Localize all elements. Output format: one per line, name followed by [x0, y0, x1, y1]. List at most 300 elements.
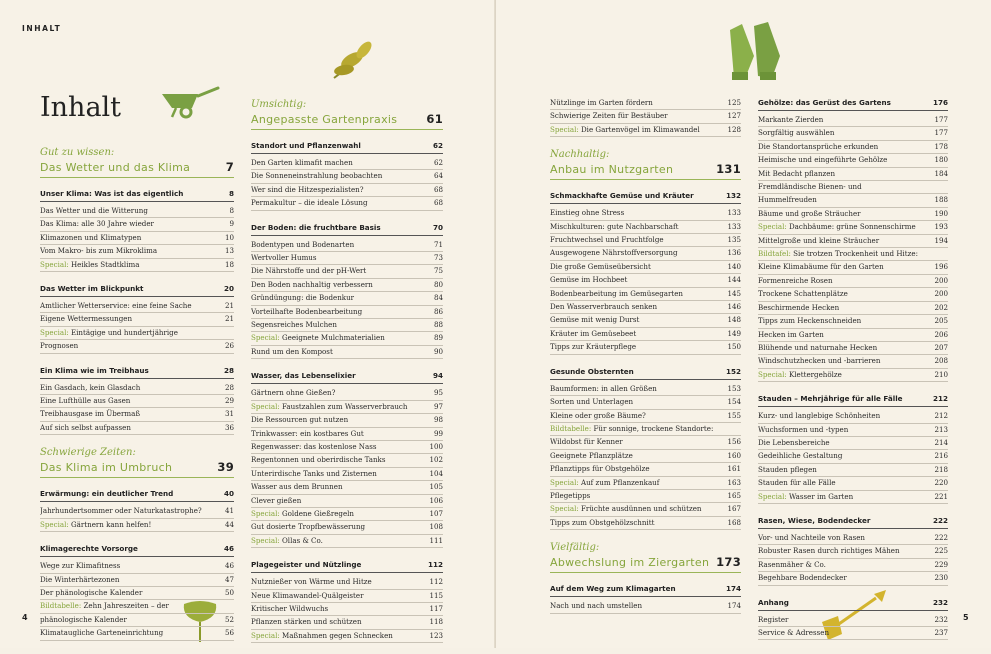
toc-entry[interactable]	[40, 327, 234, 340]
section-heading[interactable]	[251, 222, 443, 236]
toc-entry[interactable]	[251, 292, 443, 305]
entry-text: Wildobst für Kenner	[550, 437, 623, 447]
toc-entry[interactable]	[251, 576, 443, 589]
toc-entry[interactable]	[251, 332, 443, 345]
toc-entry[interactable]	[550, 314, 741, 327]
section-heading[interactable]	[40, 283, 234, 297]
toc-section	[758, 515, 948, 586]
toc-entry[interactable]	[40, 232, 234, 245]
toc-entry[interactable]	[758, 627, 948, 640]
entry-text: Gemüse im Hochbeet	[550, 275, 628, 285]
entry-text: Sie trotzen Trockenheit und Hitze:	[790, 249, 918, 259]
toc-entry[interactable]	[550, 477, 741, 490]
entry-text: Register	[758, 614, 789, 624]
toc-entry[interactable]	[758, 355, 948, 368]
entry-title	[251, 332, 434, 344]
entry-title	[251, 157, 434, 169]
toc-entry[interactable]	[251, 468, 443, 481]
entry-text: Trockene Schattenplätze	[758, 289, 848, 299]
entry-text: Treibhausgase im Übermaß	[40, 409, 141, 419]
entry-text: Wege zur Klimafitness	[40, 561, 121, 571]
entry-title	[251, 184, 434, 196]
entry-text: Prognosen	[40, 341, 79, 351]
toc-entry[interactable]	[550, 436, 741, 449]
entry-text: Clever gießen	[251, 495, 302, 505]
entry-title	[550, 328, 727, 340]
entry-text: Gedeihliche Gestaltung	[758, 451, 843, 461]
entry-title	[40, 300, 225, 312]
entry-title	[40, 327, 234, 339]
toc-entry[interactable]	[758, 477, 948, 490]
toc-entry[interactable]	[758, 329, 948, 342]
entry-page-number: 178	[934, 141, 948, 151]
toc-entry[interactable]	[40, 505, 234, 518]
entry-page-number: 8	[229, 206, 234, 215]
entry-page-number: 62	[433, 158, 443, 167]
toc-entry[interactable]	[40, 560, 234, 573]
toc-entry[interactable]	[40, 313, 234, 326]
entry-text: Kleine Klimabäume für den Garten	[758, 262, 884, 272]
section-heading[interactable]	[550, 583, 741, 597]
toc-entry[interactable]	[40, 340, 234, 353]
toc-entry[interactable]	[40, 574, 234, 587]
section-heading[interactable]	[40, 488, 234, 502]
toc-entry[interactable]	[251, 495, 443, 508]
toc-entry[interactable]	[550, 261, 741, 274]
entry-prefix: Special:	[40, 519, 69, 529]
toc-entry[interactable]	[758, 545, 948, 558]
toc-entry[interactable]	[40, 300, 234, 313]
right-page	[496, 0, 991, 648]
toc-entry[interactable]	[550, 328, 741, 341]
part-title[interactable]	[40, 160, 234, 178]
entry-title	[40, 245, 225, 257]
toc-entry[interactable]	[40, 382, 234, 395]
entry-text: Windschutzhecken und -barrieren	[758, 356, 881, 366]
entry-page-number: 107	[429, 508, 443, 518]
part-label: Umsichtig:	[251, 99, 307, 110]
entry-title	[550, 436, 727, 448]
entry-page-number: 46	[224, 561, 234, 571]
toc-section	[251, 222, 443, 360]
toc-entry[interactable]	[550, 517, 741, 530]
toc-entry[interactable]	[251, 306, 443, 319]
toc-entry[interactable]	[251, 319, 443, 332]
entry-page-number: 177	[934, 128, 948, 138]
toc-entry[interactable]	[251, 428, 443, 441]
toc-entry[interactable]	[758, 288, 948, 301]
entry-text: Baumformen: in allen Größen	[550, 383, 657, 393]
entry-title	[758, 181, 948, 193]
toc-entry[interactable]	[251, 414, 443, 427]
section-heading[interactable]	[251, 370, 443, 384]
toc-entry[interactable]	[550, 288, 741, 301]
toc-entry[interactable]	[40, 259, 234, 272]
entry-page-number: 150	[727, 342, 741, 352]
toc-entry[interactable]	[251, 616, 443, 629]
toc-entry[interactable]	[251, 170, 443, 183]
entry-text: Klimataugliche Garteneinrichtung	[40, 628, 164, 638]
entry-title	[550, 517, 727, 529]
entry-title	[550, 124, 727, 136]
toc-entry[interactable]	[758, 168, 948, 181]
toc-entry[interactable]	[758, 572, 948, 585]
toc-entry[interactable]	[758, 114, 948, 127]
entry-title	[758, 477, 934, 489]
entry-page-number: 218	[934, 464, 948, 474]
toc-entry[interactable]	[550, 503, 741, 516]
toc-entry[interactable]	[251, 184, 443, 197]
toc-entry[interactable]	[251, 454, 443, 467]
toc-entry[interactable]	[251, 481, 443, 494]
toc-entry[interactable]	[40, 587, 234, 600]
entry-text: Rund um den Kompost	[251, 346, 333, 356]
toc-entry[interactable]	[550, 490, 741, 503]
toc-entry[interactable]	[550, 410, 741, 423]
toc-entry[interactable]	[251, 521, 443, 534]
toc-entry[interactable]	[251, 603, 443, 616]
toc-entry[interactable]	[550, 423, 741, 436]
toc-entry[interactable]	[40, 408, 234, 421]
section-heading[interactable]	[758, 393, 948, 407]
toc-entry[interactable]	[40, 614, 234, 627]
entry-title	[550, 288, 727, 300]
part-label: Nachhaltig:	[550, 149, 610, 161]
toc-section	[40, 365, 234, 436]
entry-text: Der phänologische Kalender	[40, 587, 143, 597]
entry-title	[40, 422, 225, 434]
toc-section	[550, 97, 741, 137]
toc-entry[interactable]	[550, 450, 741, 463]
entry-text: Segensreiches Mulchen	[251, 320, 337, 330]
toc-section	[758, 97, 948, 382]
entry-text: Bodentypen und Bodenarten	[251, 239, 355, 249]
toc-entry[interactable]	[758, 181, 948, 194]
toc-entry[interactable]	[550, 341, 741, 354]
entry-title	[758, 410, 934, 422]
toc-entry[interactable]	[758, 315, 948, 328]
section-title: Gesunde Obsternten	[550, 366, 634, 376]
entry-page-number: 75	[433, 266, 443, 276]
entry-text: Klettergehölze	[786, 369, 842, 379]
entry-text: Auf sich selbst aufpassen	[40, 422, 131, 432]
toc-entry[interactable]	[758, 302, 948, 315]
toc-entry[interactable]	[251, 157, 443, 170]
toc-entry[interactable]	[251, 535, 443, 548]
entry-title	[758, 627, 934, 639]
entry-page-number: 193	[934, 222, 948, 232]
entry-page-number: 44	[224, 519, 234, 529]
entry-text: Wertvoller Humus	[251, 253, 317, 263]
entry-text: Kleine oder große Bäume?	[550, 410, 646, 420]
toc-entry[interactable]	[550, 97, 741, 110]
toc-entry[interactable]	[251, 401, 443, 414]
entry-page-number: 146	[727, 302, 741, 312]
toc-entry[interactable]	[550, 600, 741, 613]
toc-entry[interactable]	[550, 221, 741, 234]
section-title: Stauden – Mehrjährige für alle Fälle	[758, 394, 903, 404]
toc-entry[interactable]	[40, 395, 234, 408]
entry-text: Früchte ausdünnen und schützen	[578, 504, 702, 514]
entry-page-number: 155	[727, 410, 741, 420]
entry-title	[40, 614, 225, 626]
entry-title	[251, 468, 429, 480]
toc-entry[interactable]	[758, 154, 948, 167]
toc-entry[interactable]	[550, 124, 741, 137]
entry-title	[758, 235, 934, 247]
toc-entry[interactable]	[758, 248, 948, 261]
entry-text: Das Wetter und die Witterung	[40, 206, 148, 215]
entry-text: Eintägige und hundertjährige	[68, 327, 178, 337]
entry-title	[251, 197, 434, 209]
part-page-number: 7	[225, 160, 234, 174]
section-title: Klimagerechte Vorsorge	[40, 544, 138, 554]
entry-page-number: 136	[727, 248, 741, 258]
toc-entry[interactable]	[251, 279, 443, 292]
toc-entry[interactable]	[251, 387, 443, 400]
section-heading[interactable]	[758, 515, 948, 529]
entry-page-number: 52	[224, 614, 234, 624]
entry-title	[40, 587, 225, 599]
entry-title	[251, 239, 434, 251]
toc-entry[interactable]	[251, 265, 443, 278]
toc-entry[interactable]	[758, 208, 948, 221]
entry-title	[40, 505, 225, 517]
entry-title	[550, 97, 727, 109]
entry-page-number: 29	[224, 396, 234, 406]
toc-section	[758, 393, 948, 504]
toc-entry[interactable]	[550, 207, 741, 220]
left-page	[0, 0, 495, 648]
entry-title	[758, 614, 934, 626]
entry-page-number: 207	[934, 342, 948, 352]
section-heading[interactable]	[550, 366, 741, 380]
entry-title	[758, 329, 934, 341]
entry-text: Kurz- und langlebige Schönheiten	[758, 411, 881, 421]
toc-entry[interactable]	[251, 239, 443, 252]
entry-title	[251, 535, 429, 547]
entry-text: Trinkwasser: ein kostbares Gut	[251, 428, 364, 438]
entry-title	[758, 275, 934, 287]
entry-text: Das Klima: alle 30 Jahre wieder	[40, 219, 154, 229]
entry-text: Begehbare Bodendecker	[758, 573, 847, 583]
entry-page-number: 28	[224, 382, 234, 392]
toc-entry[interactable]	[40, 245, 234, 258]
toc-entry[interactable]	[758, 261, 948, 274]
entry-page-number: 144	[727, 275, 741, 285]
toc-entry[interactable]	[251, 346, 443, 359]
toc-entry[interactable]	[550, 301, 741, 314]
toc-entry[interactable]	[40, 519, 234, 532]
toc-entry[interactable]	[758, 437, 948, 450]
entry-text: Tipps zur Kräuterpflege	[550, 342, 637, 352]
entry-title	[758, 355, 934, 367]
section-page-number: 70	[432, 222, 443, 232]
entry-page-number: 154	[727, 397, 741, 407]
toc-entry[interactable]	[251, 252, 443, 265]
entry-page-number: 216	[934, 451, 948, 461]
entry-text: Robuster Rasen durch richtiges Mähen	[758, 546, 900, 556]
entry-title	[40, 340, 225, 352]
toc-entry[interactable]	[550, 247, 741, 260]
entry-title	[758, 424, 934, 436]
toc-entry[interactable]	[550, 274, 741, 287]
entry-page-number: 165	[727, 490, 741, 500]
entry-text: Gründüngung: die Bodenkur	[251, 293, 355, 303]
toc-entry[interactable]	[251, 630, 443, 643]
entry-title	[758, 315, 934, 327]
section-page-number: 94	[432, 371, 443, 381]
entry-text: Sorgfältig auswählen	[758, 128, 835, 138]
toc-entry[interactable]	[550, 383, 741, 396]
entry-text: Maßnahmen gegen Schnecken	[279, 630, 393, 640]
entry-title	[758, 127, 934, 139]
entry-title	[251, 428, 434, 440]
page-number-right: 5	[963, 613, 969, 622]
entry-text: Bäume und große Sträucher	[758, 208, 861, 218]
section-heading[interactable]	[251, 140, 443, 154]
entry-page-number: 104	[429, 468, 443, 478]
entry-prefix: Special:	[251, 535, 280, 545]
part-title[interactable]	[40, 460, 234, 478]
entry-page-number: 128	[727, 124, 741, 134]
entry-page-number: 196	[934, 262, 948, 272]
entry-text: Den Boden nachhaltig verbessern	[251, 279, 373, 289]
toc-section	[251, 559, 443, 643]
entry-page-number: 36	[224, 422, 234, 432]
toc-entry[interactable]	[758, 614, 948, 627]
entry-text: Stauden für alle Fälle	[758, 478, 836, 488]
entry-text: Vor- und Nachteile von Rasen	[758, 532, 865, 542]
entry-page-number: 174	[727, 601, 741, 611]
toc-entry[interactable]	[251, 590, 443, 603]
toc-entry[interactable]	[550, 396, 741, 409]
section-heading[interactable]	[758, 597, 948, 611]
toc-entry[interactable]	[758, 194, 948, 207]
section-heading[interactable]	[550, 190, 741, 204]
section-page-number: 174	[725, 584, 741, 594]
toc-entry[interactable]	[758, 532, 948, 545]
toc-entry[interactable]	[550, 463, 741, 476]
toc-entry[interactable]	[40, 600, 234, 613]
entry-title	[251, 630, 429, 642]
toc-entry[interactable]	[758, 221, 948, 234]
part-title[interactable]	[251, 112, 443, 130]
toc-entry[interactable]	[758, 275, 948, 288]
part-title-text: Abwechslung im Ziergarten	[550, 556, 710, 570]
toc-entry[interactable]	[758, 141, 948, 154]
toc-entry[interactable]	[758, 127, 948, 140]
entry-text: Auf zum Pflanzenkauf	[578, 477, 660, 487]
entry-title	[758, 545, 934, 557]
toc-entry[interactable]	[758, 450, 948, 463]
section-heading[interactable]	[758, 97, 948, 111]
toc-entry[interactable]	[40, 422, 234, 435]
toc-section	[251, 370, 443, 548]
entry-title	[550, 423, 741, 435]
entry-page-number: 135	[727, 235, 741, 245]
section-title: Unser Klima: Was ist das eigentlich	[40, 189, 184, 198]
part-title-text: Das Klima im Umbruch	[40, 461, 173, 475]
entry-page-number: 26	[224, 341, 234, 351]
entry-text: Kritischer Wildwuchs	[251, 603, 329, 613]
entry-page-number: 230	[934, 573, 948, 583]
entry-text: Vorteilhafte Bodenbearbeitung	[251, 306, 363, 316]
entry-title	[251, 441, 429, 453]
entry-page-number: 200	[934, 289, 948, 299]
entry-text: Regentonnen und oberirdische Tanks	[251, 455, 386, 465]
section-page-number: 8	[228, 189, 234, 198]
toc-entry[interactable]	[758, 559, 948, 572]
part-page-number: 61	[426, 112, 443, 126]
toc-entry[interactable]	[550, 234, 741, 247]
entry-prefix: Special:	[550, 477, 579, 487]
entry-prefix: Bildtabelle:	[550, 423, 592, 433]
section-heading[interactable]	[40, 543, 234, 557]
entry-text: Die Standortansprüche erkunden	[758, 141, 879, 151]
toc-entry[interactable]	[758, 410, 948, 423]
toc-entry[interactable]	[758, 491, 948, 504]
toc-entry[interactable]	[550, 110, 741, 123]
entry-text: phänologische Kalender	[40, 614, 127, 624]
entry-title	[251, 292, 434, 304]
entry-text: Die Nährstoffe und der pH-Wert	[251, 266, 367, 276]
toc-entry[interactable]	[251, 197, 443, 210]
entry-text: Nützlinge im Garten fördern	[550, 98, 653, 107]
toc-entry[interactable]	[40, 205, 234, 218]
toc-column-4	[758, 97, 948, 651]
entry-page-number: 214	[934, 437, 948, 447]
entry-text: Zehn Jahreszeiten – der	[81, 601, 169, 611]
entry-title	[758, 154, 934, 166]
entry-page-number: 88	[433, 320, 443, 330]
entry-page-number: 168	[727, 517, 741, 527]
entry-title	[40, 382, 225, 394]
entry-page-number: 225	[934, 546, 948, 556]
entry-title	[251, 576, 429, 588]
running-header: INHALT	[22, 24, 62, 33]
entry-text: Dachbäume: grüne Sonnenschirme	[786, 222, 916, 232]
part-title[interactable]	[550, 555, 741, 573]
entry-page-number: 118	[429, 617, 443, 627]
part-title[interactable]	[550, 162, 741, 180]
section-heading[interactable]	[251, 559, 443, 573]
entry-page-number: 127	[727, 111, 741, 121]
entry-title	[251, 265, 434, 277]
toc-entry[interactable]	[40, 627, 234, 640]
toc-entry[interactable]	[251, 441, 443, 454]
toc-entry[interactable]	[758, 235, 948, 248]
toc-entry[interactable]	[758, 464, 948, 477]
toc-entry[interactable]	[758, 424, 948, 437]
entry-title	[758, 450, 934, 462]
entry-text: Amtlicher Wetterservice: eine feine Sache	[40, 301, 192, 311]
entry-text: Sorten und Unterlagen	[550, 397, 634, 407]
entry-title	[758, 141, 934, 153]
entry-title	[550, 274, 727, 286]
toc-entry[interactable]	[758, 369, 948, 382]
section-heading[interactable]	[40, 365, 234, 379]
section-heading[interactable]	[40, 188, 234, 202]
entry-title	[40, 218, 229, 230]
entry-prefix: Special:	[758, 369, 787, 379]
toc-entry[interactable]	[758, 342, 948, 355]
toc-section	[40, 188, 234, 272]
entry-prefix: Special:	[251, 333, 280, 343]
toc-entry[interactable]	[251, 508, 443, 521]
toc-entry[interactable]	[40, 218, 234, 231]
entry-text: Bodenbearbeitung im Gemüsegarten	[550, 288, 683, 298]
